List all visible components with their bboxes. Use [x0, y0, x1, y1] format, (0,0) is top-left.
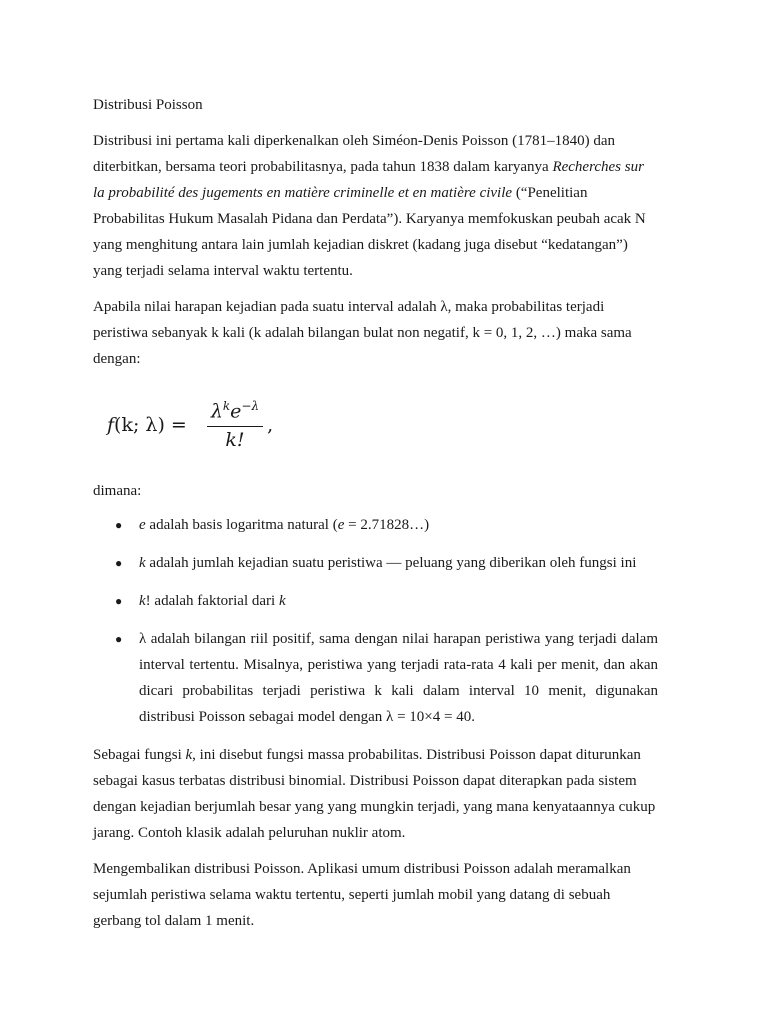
paragraph-application: Mengembalikan distribusi Poisson. Aplikasi umum distribusi Poisson adalah meramalkan sejumlah peristiwa selama waktu tertentu, seperti jumlah mobil yang datang di sebuah gerbang tol dalam 1 menit. [93, 861, 631, 929]
bullet-icon: ● [115, 518, 123, 532]
paragraph-definition: Apabila nilai harapan kejadian pada suatu interval adalah λ, maka probabilitas terjadi peristiwa sebanyak k kali (k adalah bilangan bulat non negatif, k = 0, 1, 2, …) maka sama dengan: [93, 299, 632, 367]
list-item [93, 588, 658, 614]
bullet-icon: ● [115, 594, 123, 608]
list-item-text: ! adalah faktorial dari [145, 593, 279, 609]
var-k: k [278, 593, 286, 609]
var-e: e [337, 517, 345, 533]
paragraph-intro-text-end: (“Penelitian Probabilitas Hukum Masalah Pidana dan Perdata”). Karyanya memfokuskan peubah acak N yang menghitung antara lain jumlah kejadian diskret (kadang juga disebut “kedatangan”) yang terjadi selama interval waktu tertentu. [93, 185, 646, 279]
where-label: dimana: [93, 483, 142, 499]
paragraph-pmf [93, 742, 658, 846]
var-k: k [139, 593, 146, 609]
formula-lhs [107, 414, 187, 436]
formula-function: f [107, 414, 115, 436]
list-item-text: adalah jumlah kejadian suatu peristiwa — peluang yang diberikan oleh fungsi ini [145, 555, 637, 571]
list-item-text: λ adalah bilangan riil positif, sama dengan nilai harapan peristiwa yang terjadi dalam interval tertentu. Misalnya, peristiwa yang terjadi rata-rata 4 kali per menit, dan akan dicari probabilitas terjadi peristiwa k kali dalam interval 10 menit, digunakan distribusi Poisson sebagai model dengan λ = 10×4 = 40. [139, 631, 658, 725]
list-item [93, 550, 658, 576]
var-k: k [139, 555, 146, 571]
bullet-icon: ● [115, 632, 123, 646]
variable-list [93, 512, 658, 730]
formula-comma: , [267, 414, 274, 436]
formula-numerator [207, 399, 263, 426]
list-item [93, 626, 658, 730]
formula-exponent-lambda: −λ [241, 399, 260, 414]
paragraph-pmf-text: Sebagai fungsi [93, 747, 186, 763]
formula-exponent-k: k [222, 399, 231, 414]
bullet-icon: ● [115, 556, 123, 570]
book-title: Recherches sur la probabilité des jugements en matière criminelle et en matière civile [93, 159, 644, 201]
formula-denominator: k! [225, 428, 245, 451]
formula-e: e [230, 400, 242, 423]
list-item-text: = 2.71828…) [344, 517, 430, 533]
poisson-formula [107, 384, 658, 466]
list-item-text: adalah basis logaritma natural ( [145, 517, 338, 533]
formula-fraction [207, 399, 263, 450]
list-item [93, 512, 658, 538]
formula-lambda: λ [210, 400, 223, 423]
document-title: Distribusi Poisson [93, 97, 203, 113]
var-k: k [185, 747, 193, 763]
paragraph-intro-text: Distribusi ini pertama kali diperkenalkan oleh Siméon-Denis Poisson (1781–1840) dan diterbitkan, bersama teori probabilitasnya, pada tahun 1838 dalam karyanya [93, 133, 615, 175]
formula-args: (k; λ) = [114, 414, 187, 436]
paragraph-intro [93, 128, 658, 284]
paragraph-pmf-text-end: , ini disebut fungsi massa probabilitas. Distribusi Poisson dapat diturunkan sebagai kasus terbatas distribusi binomial. Distribusi Poisson dapat diterapkan pada sistem dengan kejadian berjumlah besar yang yang mungkin terjadi, yang mana kenyataannya cukup jarang. Contoh klasik adalah peluruhan nuklir atom. [93, 747, 656, 841]
var-e: e [139, 517, 146, 533]
